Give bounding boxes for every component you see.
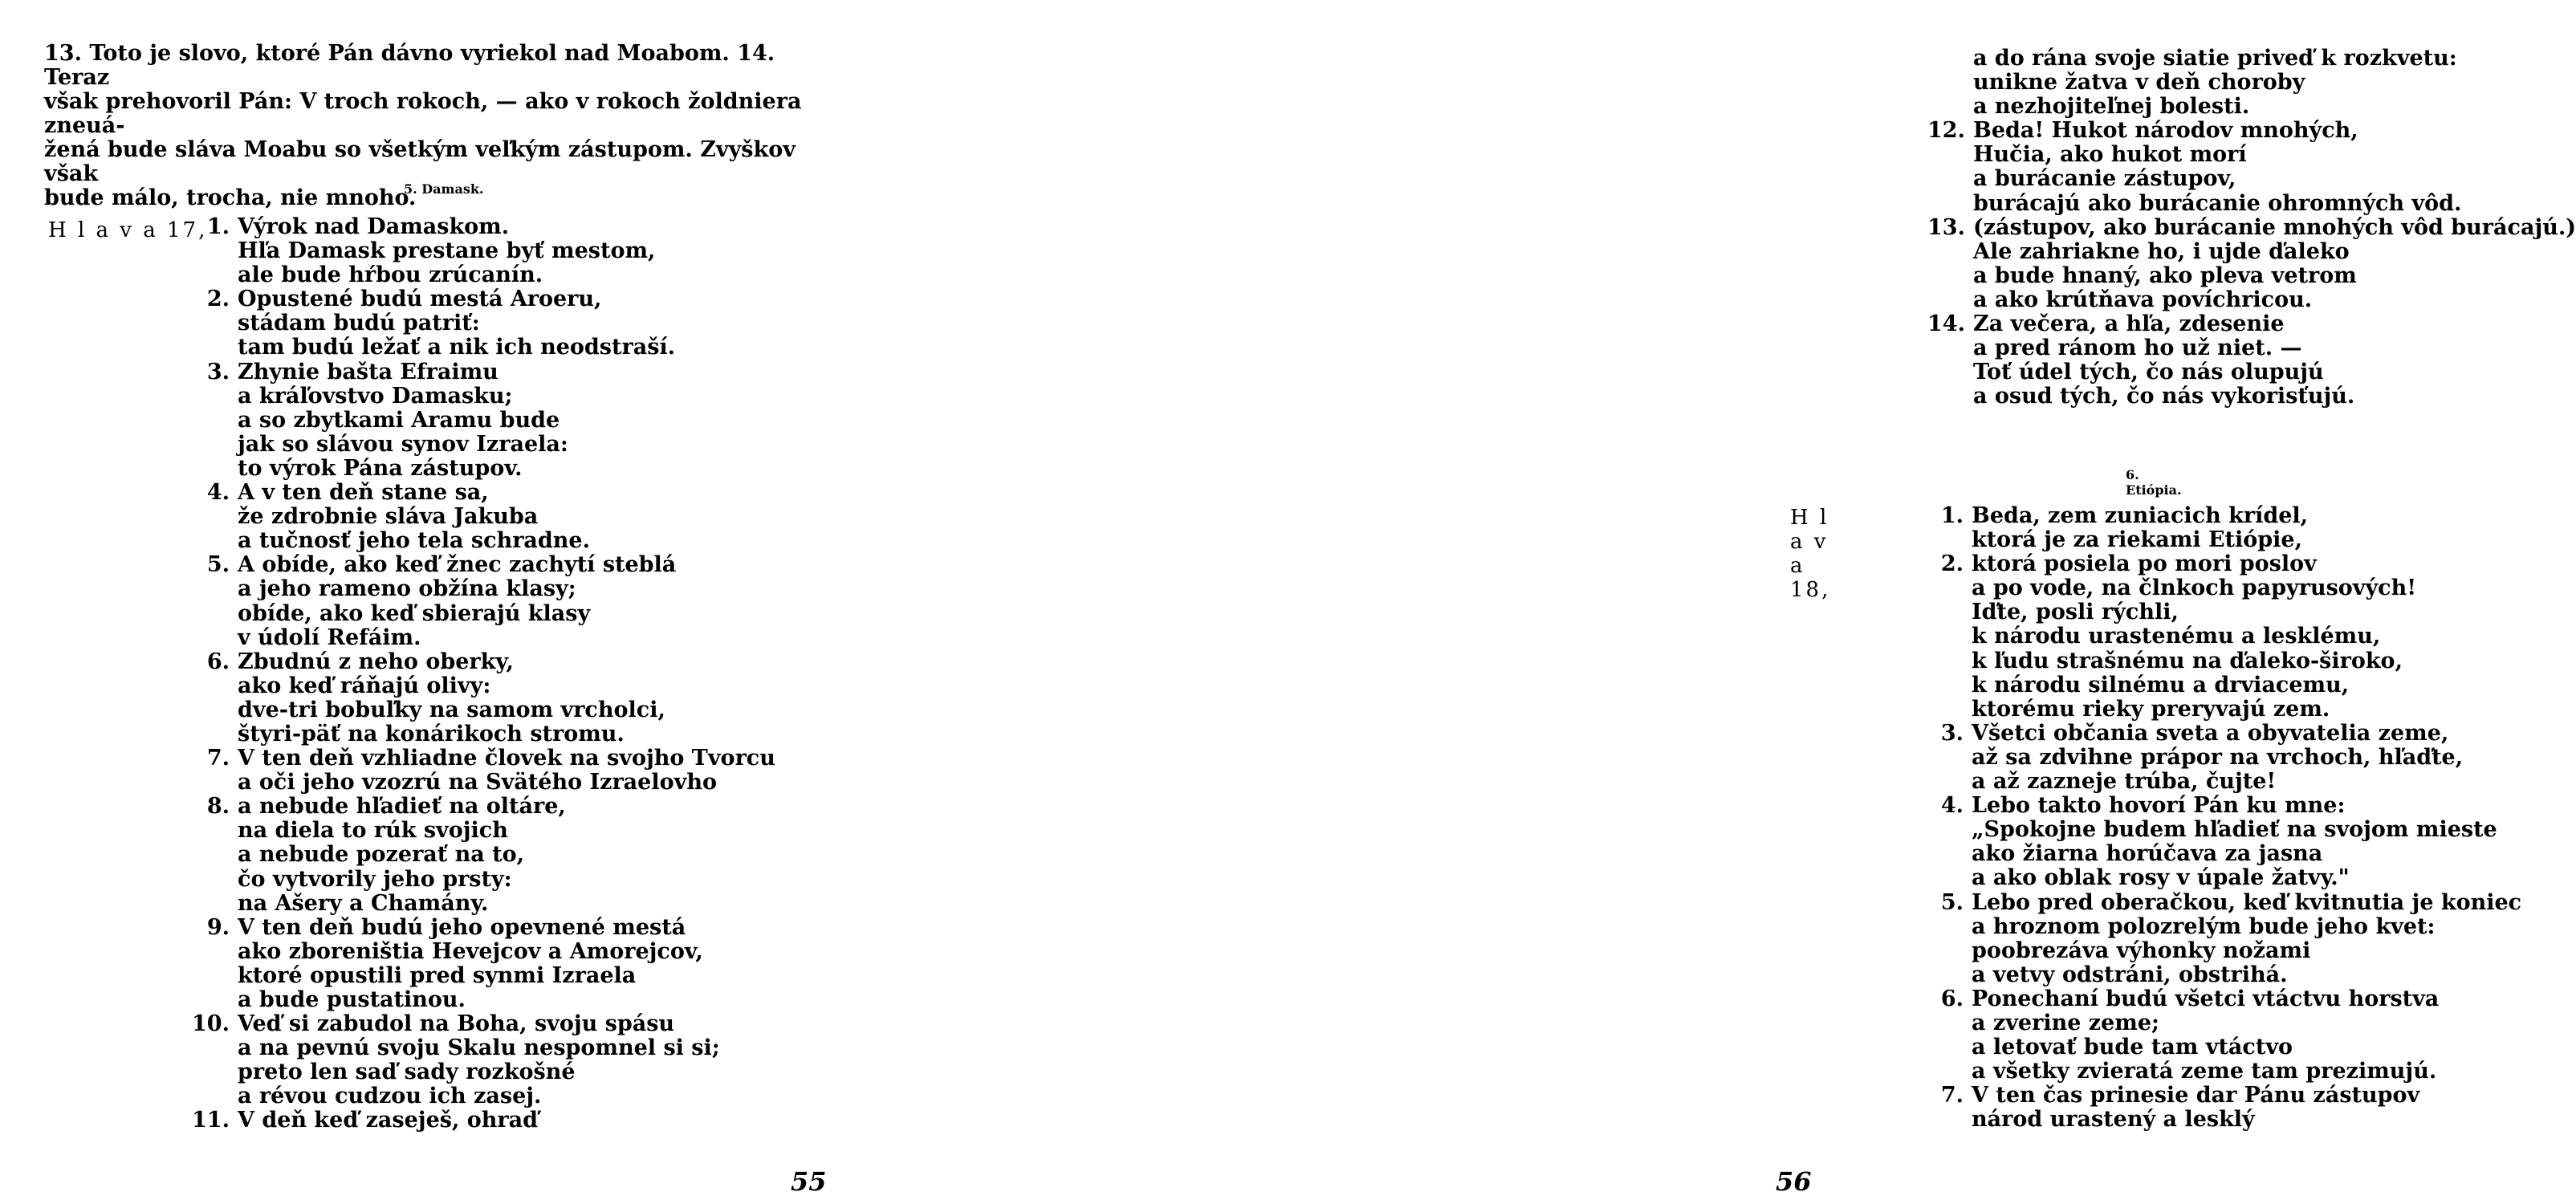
- verse-line: [1919, 963, 2545, 987]
- verse-line: [1920, 384, 2546, 409]
- right-page: [853, 0, 2576, 1204]
- verse-number: [1919, 1108, 1964, 1132]
- verse-line: [185, 1060, 827, 1084]
- verse-number: [1919, 649, 1964, 673]
- verse-text: a oči jeho vzozrú na Svätého Izraelovho: [238, 770, 717, 795]
- verse-line: [185, 819, 827, 843]
- verse-text: ktorá posiela po mori poslov: [1972, 551, 2317, 577]
- verse-number: [1919, 770, 1964, 794]
- verse-line: [1920, 143, 2546, 167]
- verse-number: 5.: [1940, 889, 1964, 915]
- verse-number: 2.: [206, 287, 230, 312]
- verse-text: Beda! Hukot národov mnohých,: [1973, 118, 2358, 144]
- verse-number: 7.: [206, 746, 230, 771]
- page-number: 55: [791, 1166, 827, 1197]
- verse-number: [1920, 143, 1965, 167]
- verse-number: 1.: [206, 214, 230, 239]
- verse-text: V ten deň vzhliadne človek na svojho Tvorcu: [238, 746, 775, 771]
- verse-number: [185, 409, 230, 433]
- chapter-label: H l a v a 18,: [1790, 506, 1831, 602]
- verse-line: [1920, 71, 2546, 95]
- verse-list-continued: [1920, 46, 2576, 409]
- verse-text: k národu silnému a drviacemu,: [1972, 672, 2350, 698]
- verse-number: [1919, 746, 1964, 770]
- verse-line: [1919, 987, 2545, 1011]
- verse-line: [185, 1084, 827, 1108]
- verse-text: a osud tých, čo nás vykorisťujú.: [1973, 384, 2355, 409]
- verse-text: a ako krútňava povíchricou.: [1973, 287, 2313, 312]
- verse-number: [1919, 1060, 1964, 1084]
- verse-number: 7.: [1940, 1083, 1964, 1108]
- verse-number: 9.: [206, 914, 230, 940]
- verse-text: a jeho rameno obžína klasy;: [238, 576, 576, 602]
- verse-text: ako zboreništia Hevejcov a Amorejcov,: [238, 938, 703, 964]
- verse-text: a bude hnaný, ako pleva vetrom: [1973, 262, 2357, 288]
- verse-line: [1919, 915, 2545, 939]
- verse-text: ktoré opustili pred synmi Izraela: [238, 962, 637, 988]
- verse-text: ako keď ráňajú olivy:: [238, 673, 491, 698]
- verse-line: [1920, 214, 2576, 240]
- verse-number: [185, 529, 230, 553]
- verse-text: Opustené budú mestá Aroeru,: [238, 287, 602, 312]
- verse-line: [1919, 1035, 2545, 1060]
- verse-number: [1920, 192, 1965, 216]
- verse-text: dve-tri bobuľky na samom vrcholci,: [238, 697, 665, 722]
- verse-number: [1920, 288, 1965, 312]
- verse-number: 6.: [1940, 986, 1964, 1011]
- verse-number: [185, 892, 230, 916]
- verse-number: [185, 602, 230, 626]
- verse-text: Zbudnú z neho oberky,: [238, 649, 514, 674]
- verse-line: [185, 529, 827, 553]
- page-number: 56: [1776, 1166, 1812, 1197]
- verse-text: na diela to rúk svojich: [238, 818, 508, 844]
- verse-number: [1919, 939, 1964, 963]
- intro-line: však prehovoril Pán: V troch rokoch, — ako v rokoch žoldniera zneuá-: [44, 89, 802, 138]
- verse-number: [185, 819, 230, 843]
- verse-number: 2.: [1940, 551, 1964, 577]
- verse-line: [185, 698, 827, 722]
- verse-line: [185, 843, 827, 867]
- chapter-label: H l a v a 17,: [48, 218, 208, 242]
- verse-text: jak so slávou synov Izraela:: [238, 431, 568, 457]
- verse-line: [1919, 698, 2545, 722]
- verse-number: 8.: [206, 794, 230, 820]
- verse-line: [1919, 649, 2545, 673]
- verse-number: [185, 457, 230, 481]
- verse-text: Ale zahriakne ho, i ujde ďaleko: [1973, 238, 2350, 264]
- verse-text: ale bude hŕbou zrúcanín.: [238, 262, 543, 288]
- verse-text: A obíde, ako keď žnec zachytí steblá: [238, 552, 677, 578]
- verse-line: [185, 409, 827, 433]
- verse-number: [1920, 167, 1965, 191]
- verse-line: [1920, 336, 2546, 360]
- verse-line: [1919, 818, 2545, 842]
- verse-line: [1920, 360, 2546, 384]
- verse-list: [1919, 504, 2545, 1132]
- verse-text: Ponechaní budú všetci vtáctvu horstva: [1972, 986, 2440, 1011]
- left-page: [0, 0, 853, 1204]
- verse-line: [185, 311, 827, 336]
- verse-number: 14.: [1927, 311, 1965, 337]
- verse-line: [1919, 576, 2545, 600]
- intro-line: 13. Toto je slovo, ktoré Pán dávno vyriekol nad Moabom. 14. Teraz: [44, 41, 775, 90]
- verse-text: Všetci občania sveta a obyvatelia zeme,: [1972, 720, 2449, 746]
- section-title: 5. Damask.: [404, 181, 484, 197]
- verse-line: [185, 433, 827, 457]
- verse-text: Iďte, posli rýchli,: [1972, 600, 2179, 625]
- verse-line: [185, 722, 827, 746]
- verse-text: „Spokojne budem hľadieť na svojom mieste: [1972, 817, 2497, 843]
- verse-text: V ten deň budú jeho opevnené mestá: [238, 914, 686, 940]
- verse-line: [185, 287, 827, 311]
- verse-number: [185, 239, 230, 263]
- verse-number: [1919, 528, 1964, 552]
- verse-number: [185, 626, 230, 650]
- verse-text: Toť údel tých, čo nás olupujú: [1973, 360, 2324, 385]
- verse-text: burácajú ako burácanie ohromných vôd.: [1973, 190, 2462, 216]
- verse-line: [1920, 167, 2546, 191]
- verse-line: [1919, 528, 2545, 552]
- verse-text: národ urastený a lesklý: [1972, 1107, 2255, 1133]
- verse-text: a vetvy odstráni, obstrihá.: [1972, 962, 2288, 987]
- verse-text: a zverine zeme;: [1972, 1010, 2160, 1035]
- verse-text: a nebude hľadieť na oltáre,: [238, 794, 566, 820]
- verse-line: [1919, 866, 2545, 890]
- verse-text: Za večera, a hľa, zdesenie: [1973, 311, 2285, 337]
- verse-number: [185, 771, 230, 795]
- verse-text: tam budú ležať a nik ich neodstraší.: [238, 335, 676, 360]
- verse-line: [1920, 288, 2546, 312]
- verse-text: a pred ránom ho už niet. —: [1973, 336, 2302, 361]
- verse-line: [1920, 192, 2546, 216]
- section-title: 6. Etiópia.: [2126, 467, 2182, 498]
- verse-line: [185, 336, 827, 360]
- verse-text: V ten čas prinesie dar Pánu zástupov: [1972, 1083, 2420, 1108]
- verse-text: že zdrobnie sláva Jakuba: [238, 504, 539, 530]
- verse-text: Hľa Damask prestane byť mestom,: [238, 238, 656, 264]
- verse-text: (zástupov, ako burácanie mnohých vôd burácajú.): [1973, 214, 2576, 240]
- verse-number: [185, 384, 230, 409]
- verse-number: [1920, 360, 1965, 384]
- verse-line: [1919, 794, 2545, 818]
- verse-line: [1919, 722, 2545, 746]
- verse-number: [185, 1084, 230, 1108]
- verse-number: [1920, 240, 1965, 264]
- verse-line: [185, 553, 827, 577]
- verse-line: [185, 457, 827, 481]
- verse-text: a kráľovstvo Damasku;: [238, 383, 513, 409]
- verse-number: 3.: [206, 359, 230, 384]
- verse-line: [1919, 770, 2545, 794]
- verse-text: to výrok Pána zástupov.: [238, 455, 523, 481]
- verse-line: [1919, 504, 2545, 528]
- verse-text: ako žiarna horúčava za jasna: [1972, 841, 2323, 867]
- verse-text: Beda, zem zuniacich krídel,: [1972, 503, 2309, 528]
- verse-number: [185, 336, 230, 360]
- verse-text: na Ašery a Chamány.: [238, 890, 489, 916]
- verse-line: [185, 964, 827, 988]
- verse-text: a nezhojiteľnej bolesti.: [1973, 94, 2250, 120]
- verse-line: [1919, 552, 2545, 576]
- verse-text: Lebo takto hovorí Pán ku mne:: [1972, 793, 2346, 819]
- verse-text: ktorému rieky preryvajú zem.: [1972, 696, 2330, 722]
- verse-text: a na pevnú svoju Skalu nespomnel si si;: [238, 1035, 720, 1061]
- verse-text: Zhynie bašta Efraimu: [238, 359, 499, 384]
- verse-text: V deň keď zaseješ, ohraď: [238, 1108, 538, 1133]
- verse-number: [185, 940, 230, 964]
- verse-text: a nebude pozerať na to,: [238, 842, 525, 868]
- verse-text: Veď si zabudol na Boha, svoju spásu: [238, 1011, 675, 1037]
- verse-number: [1919, 1035, 1964, 1060]
- verse-line: [1919, 1011, 2545, 1035]
- verse-line: [185, 505, 827, 529]
- verse-line: [185, 360, 827, 384]
- verse-number: 4.: [206, 480, 230, 506]
- verse-line: [1919, 600, 2545, 624]
- verse-text: a so zbytkami Aramu bude: [238, 407, 560, 433]
- verse-number: [1919, 915, 1964, 939]
- verse-number: 1.: [1940, 503, 1964, 528]
- verse-line: [1920, 264, 2546, 288]
- verse-number: [1919, 1011, 1964, 1035]
- verse-line: [185, 916, 827, 940]
- verse-line: [1920, 95, 2546, 119]
- verse-line: [185, 215, 827, 239]
- verse-number: [185, 964, 230, 988]
- verse-number: [1919, 673, 1964, 698]
- verse-number: [185, 674, 230, 698]
- verse-text: a až zaznejе trúba, čujte!: [1972, 769, 2277, 795]
- verse-line: [1919, 842, 2545, 866]
- verse-number: [185, 988, 230, 1012]
- verse-line: [1919, 939, 2545, 963]
- verse-text: k národu urastenému a lesklému,: [1972, 624, 2381, 649]
- verse-text: poobrezáva výhonky nožami: [1972, 938, 2311, 963]
- verse-line: [1919, 891, 2545, 915]
- verse-text: štyri-päť na konárikoch stromu.: [238, 721, 625, 746]
- verse-number: [185, 433, 230, 457]
- verse-line: [185, 577, 827, 601]
- verse-text: Hučia, ako hukot morí: [1973, 142, 2247, 168]
- verse-number: 10.: [192, 1011, 230, 1037]
- verse-number: 12.: [1927, 118, 1965, 144]
- verse-number: 6.: [206, 649, 230, 674]
- verse-number: [1919, 963, 1964, 987]
- verse-line: [185, 384, 827, 409]
- verse-text: až sa zdvihne prápor na vrchoch, hľaďte,: [1972, 744, 2464, 770]
- verse-text: v údolí Refáim.: [238, 624, 421, 650]
- verse-number: [185, 263, 230, 287]
- verse-number: [185, 311, 230, 336]
- verse-line: [1919, 673, 2545, 698]
- verse-number: 5.: [206, 552, 230, 578]
- verse-line: [185, 746, 827, 771]
- verse-list: [185, 215, 827, 1133]
- verse-number: [1919, 624, 1964, 649]
- verse-number: [1920, 336, 1965, 360]
- verse-number: [1919, 698, 1964, 722]
- verse-line: [185, 239, 827, 263]
- verse-line: [185, 650, 827, 674]
- verse-text: ktorá je za riekami Etiópie,: [1972, 527, 2303, 553]
- verse-text: a ako oblak rosy v úpale žatvy.": [1972, 865, 2350, 891]
- verse-number: [1920, 264, 1965, 288]
- verse-text: stádam budú patriť:: [238, 311, 480, 336]
- verse-line: [185, 940, 827, 964]
- verse-text: a révou cudzou ich zasej.: [238, 1084, 542, 1109]
- verse-line: [1919, 1108, 2545, 1132]
- verse-number: [185, 698, 230, 722]
- verse-number: 3.: [1940, 720, 1964, 746]
- verse-line: [185, 795, 827, 819]
- verse-line: [1919, 1060, 2545, 1084]
- verse-number: [1919, 576, 1964, 600]
- verse-line: [185, 481, 827, 505]
- verse-number: [185, 1060, 230, 1084]
- verse-text: a burácanie zástupov,: [1973, 166, 2236, 192]
- verse-text: unikne žatva v deň choroby: [1973, 70, 2305, 96]
- verse-number: [185, 843, 230, 867]
- verse-text: a letovať bude tam vtáctvo: [1972, 1035, 2293, 1060]
- verse-number: [185, 505, 230, 529]
- verse-line: [185, 674, 827, 698]
- verse-number: 13.: [1927, 214, 1965, 240]
- verse-number: [1920, 71, 1965, 95]
- verse-text: k ľudu strašnému na ďaleko-široko,: [1972, 648, 2403, 673]
- verse-text: a hroznom polozrelým bude jeho kvet:: [1972, 913, 2436, 939]
- verse-text: obíde, ako keď sbierajú klasy: [238, 600, 591, 626]
- verse-number: [185, 722, 230, 746]
- verse-number: [1920, 95, 1965, 119]
- verse-line: [185, 263, 827, 287]
- verse-text: A v ten deň stane sa,: [238, 480, 489, 506]
- verse-text: Lebo pred oberačkou, keď kvitnutia je koniec: [1972, 889, 2522, 915]
- verse-number: [185, 1036, 230, 1060]
- verse-line: [185, 988, 827, 1012]
- verse-line: [1919, 1084, 2545, 1108]
- verse-line: [185, 868, 827, 892]
- verse-number: [1919, 818, 1964, 842]
- verse-line: [185, 626, 827, 650]
- verse-text: a po vode, na člnkoch papyrusových!: [1972, 576, 2417, 601]
- verse-line: [1920, 240, 2546, 264]
- verse-text: a do rána svoje siatie priveď k rozkvetu:: [1973, 46, 2457, 71]
- intro-line: bude málo, trocha, nie mnoho.: [44, 185, 417, 210]
- verse-number: [1920, 384, 1965, 409]
- verse-number: [1920, 47, 1965, 71]
- verse-text: a tučnosť jeho tela schradne.: [238, 528, 591, 554]
- verse-number: [1919, 600, 1964, 624]
- verse-line: [185, 602, 827, 626]
- verse-line: [1919, 746, 2545, 770]
- verse-number: 4.: [1940, 793, 1964, 819]
- verse-line: [1919, 624, 2545, 649]
- verse-line: [1920, 312, 2546, 336]
- verse-line: [185, 1036, 827, 1060]
- verse-line: [185, 1012, 827, 1036]
- verse-text: a všetky zvieratá zeme tam prezimujú.: [1972, 1059, 2437, 1084]
- verse-text: preto len saď sady rozkošné: [238, 1060, 576, 1085]
- verse-number: [1919, 842, 1964, 866]
- verse-line: [185, 771, 827, 795]
- verse-number: [185, 868, 230, 892]
- verse-line: [1920, 119, 2546, 143]
- verse-number: [1919, 866, 1964, 890]
- verse-text: a bude pustatinou.: [238, 987, 466, 1012]
- verse-text: čo vytvorily jeho prsty:: [238, 866, 512, 892]
- verse-line: [1920, 47, 2546, 71]
- verse-line: [185, 1108, 827, 1133]
- verse-number: 11.: [192, 1108, 230, 1133]
- verse-number: [185, 577, 230, 601]
- verse-line: [185, 892, 827, 916]
- intro-line: žená bude sláva Moabu so všetkým veľkým zástupom. Zvyškov však: [44, 137, 796, 186]
- verse-text: Výrok nad Damaskom.: [238, 214, 510, 239]
